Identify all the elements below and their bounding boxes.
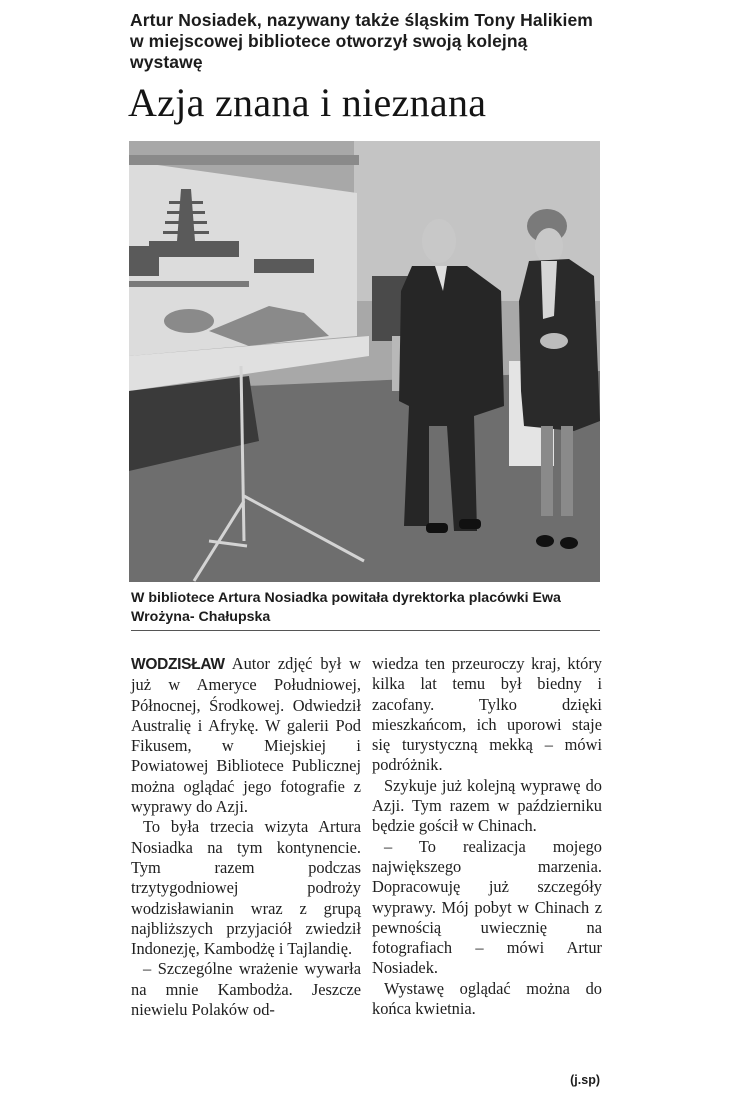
- paragraph-1: [131, 654, 361, 817]
- author-signature: (j.sp): [570, 1073, 600, 1087]
- paragraph-5: – To realizacja mojego największego marzenia. Dopracowuję już szczegóły wyprawy. Mój pobyt w Chinach z pewnością uwiecznię na fotografiach – mówi Artur Nosiadek.: [372, 836, 602, 978]
- paragraph-3: – Szczególne wrażenie wywarła na mnie Kambodża. Jeszcze niewielu Polaków od-: [131, 959, 361, 1020]
- photo-caption: W bibliotece Artura Nosiadka powitała dyrektorka placówki Ewa Wrożyna- Chałupska: [131, 590, 561, 625]
- paragraph-4: Szykuje już kolejną wyprawę do Azji. Tym razem w październiku będzie gościł w Chinach.: [372, 775, 602, 836]
- paragraph-3-continued: wiedza ten przeuroczy kraj, który kilka lat temu był biedny i zacofany. Tylko dzięki mieszkańcom, ich uporowi staje się turystyczną mekką – mówi podróżnik.: [372, 654, 602, 775]
- caption-divider: [131, 630, 600, 631]
- article-kicker: Artur Nosiadek, nazywany także śląskim Tony Halikiem w miejscowej bibliotece otworzył swoją kolejną wystawę: [130, 10, 593, 72]
- article-column-left: [131, 654, 361, 1020]
- paragraph-2: To była trzecia wizyta Artura Nosiadka na tym kontynencie. Tym razem podczas trzytygodniowej podroży wodzisławianin wraz z grupą najbliższych przyjaciół zwiedził Indonezję, Kambodżę i Tajlandię.: [131, 817, 361, 959]
- paragraph-6: Wystawę oglądać można do końca kwietnia.: [372, 978, 602, 1019]
- article-column-right: [372, 654, 602, 1019]
- article-photo: [129, 141, 600, 582]
- dateline: WODZISŁAW: [131, 656, 225, 673]
- article-headline: Azja znana i nieznana: [128, 80, 487, 125]
- paragraph-1-text: Autor zdjęć był w już w Ameryce Południowej, Północnej, Środkowej. Odwiedził Australię i Afrykę. W galerii Pod Fikusem, w Miejskiej i Powiatowej Bibliotece Publicznej można oglądać jego fotografie z wyprawy do Azji.: [131, 654, 362, 817]
